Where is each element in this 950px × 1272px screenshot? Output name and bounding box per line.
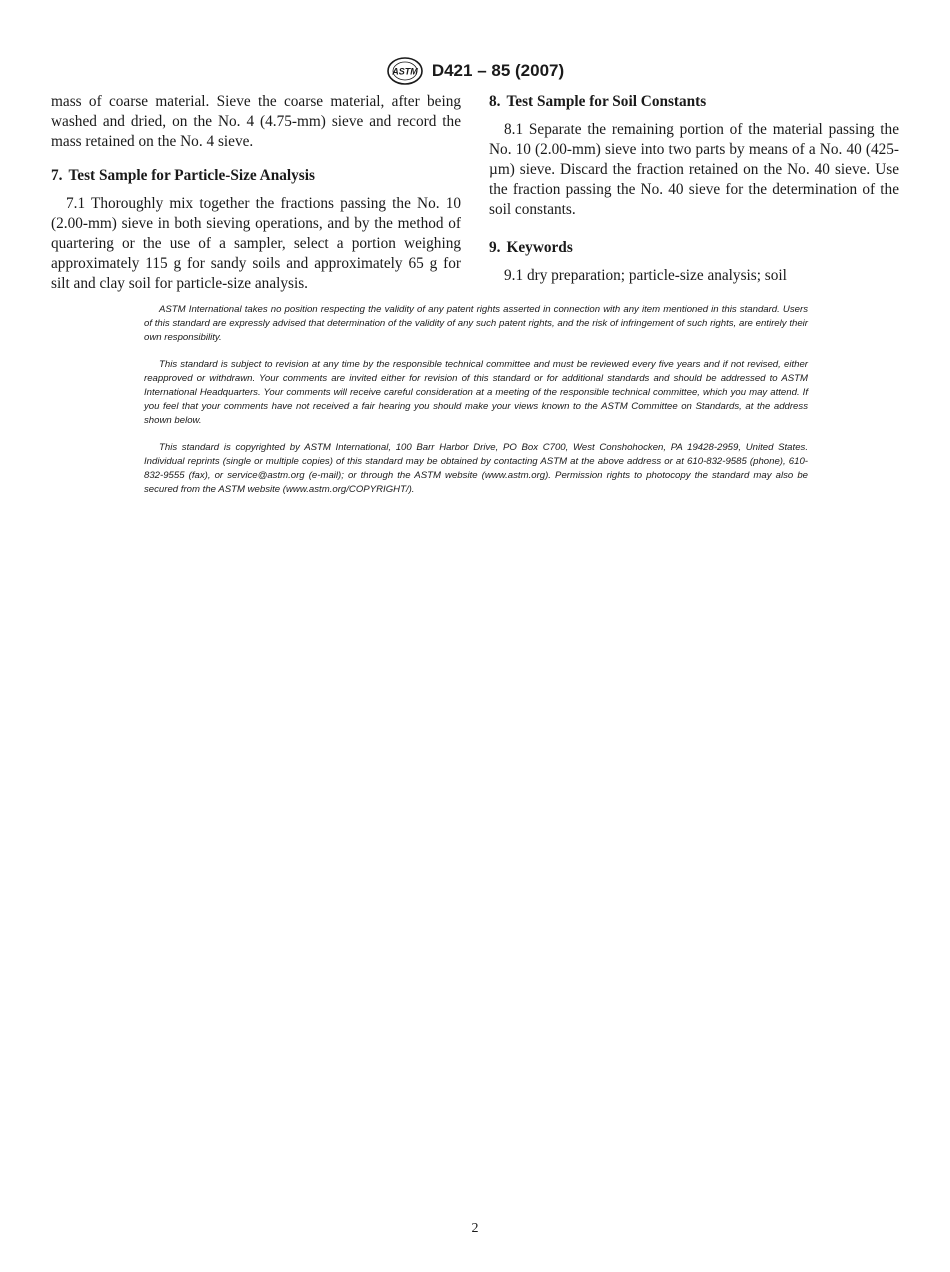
copyright-notice: This standard is copyrighted by ASTM International, 100 Barr Harbor Drive, PO Box C700, West Conshohocken, PA 19428-2959, United States. Individual reprints (single or multiple copies) of this standard may be obtained by contacting ASTM at the above address or at 610-832-9585 (phone), 610-832-9555 (fax), or service@astm.org (e-mail); or through the ASTM website (www.astm.org). Permission rights to photocopy the standard may also be secured from the ASTM website (www.astm.org/COPYRIGHT/). xyxy=(144,442,808,495)
section-7-number: 7. xyxy=(51,167,63,184)
svg-text:ASTM: ASTM xyxy=(392,66,418,77)
legal-notices xyxy=(144,303,808,511)
patent-notice: ASTM International takes no position respecting the validity of any patent rights asserted in connection with any item mentioned in this standard. Users of this standard are expressly advised that determination of the validity of any such patent rights, and the risk of infringement of such rights, are entirely their own responsibility. xyxy=(144,304,808,343)
continuation-paragraph: mass of coarse material. Sieve the coarse material, after being washed and dried, on the No. 4 (4.75-mm) sieve and record the mass retained on the No. 4 sieve. xyxy=(51,93,461,150)
right-column xyxy=(489,92,899,286)
section-8-number: 8. xyxy=(489,93,501,110)
section-7-heading xyxy=(51,166,461,186)
section-7-1-paragraph: 7.1 Thoroughly mix together the fractions passing the No. 10 (2.00-mm) sieve in both sieving operations, and by the method of quartering or the use of a sampler, select a portion weighing approximately 115 g for sandy soils and approximately 65 g for silt and clay soil for particle-size analysis. xyxy=(51,195,461,292)
section-9-title: Keywords xyxy=(506,239,573,256)
section-9-heading xyxy=(489,238,899,258)
page-header xyxy=(0,56,950,86)
section-8-heading xyxy=(489,92,899,112)
section-7-title: Test Sample for Particle-Size Analysis xyxy=(68,167,315,184)
standard-designation: D421 – 85 (2007) xyxy=(431,61,565,80)
section-8-title: Test Sample for Soil Constants xyxy=(506,93,707,110)
left-column xyxy=(51,92,461,294)
section-8-1-paragraph: 8.1 Separate the remaining portion of the material passing the No. 10 (2.00-mm) sieve into two parts by means of a No. 40 (425-µm) sieve. Discard the fraction retained on the No. 40 sieve. Use the fraction passing the No. 40 sieve for the determination of the soil constants. xyxy=(489,121,899,218)
astm-logo-icon xyxy=(386,56,424,86)
section-9-1-paragraph: 9.1 dry preparation; particle-size analysis; soil xyxy=(504,267,787,284)
page-number: 2 xyxy=(471,1221,479,1236)
revision-notice: This standard is subject to revision at any time by the responsible technical committee and must be reviewed every five years and if not revised, either reapproved or withdrawn. Your comments are invited either for revision of this standard or for additional standards and should be addressed to ASTM International Headquarters. Your comments will receive careful consideration at a meeting of the responsible technical committee, which you may attend. If you feel that your comments have not received a fair hearing you should make your views known to the ASTM Committee on Standards, at the address shown below. xyxy=(144,359,808,426)
section-9-number: 9. xyxy=(489,239,501,256)
